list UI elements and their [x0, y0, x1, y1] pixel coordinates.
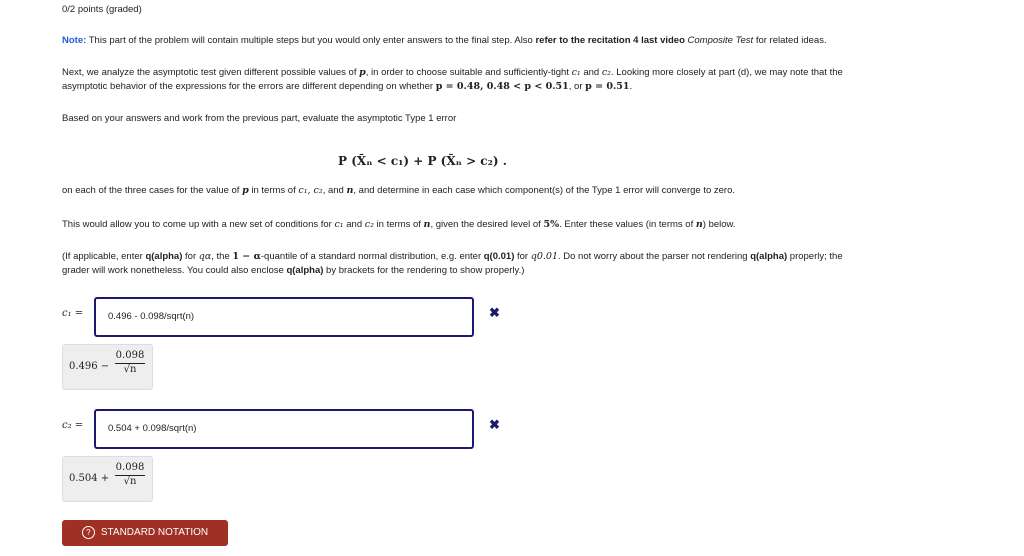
c2-input[interactable]: 0.504 + 0.098/sqrt(n) — [94, 409, 474, 449]
c2-preview: 0.504 + $\frac{0.098}{√n}$ — [62, 456, 153, 502]
c1-preview: 0.496 − $\frac{0.098}{√n}$ — [62, 344, 153, 390]
paragraph-5: (If applicable, enter q(alpha) for qα, the 1 − α-quantile of a standard normal distribution, e.g. enter q(0.01) for q0.01. Do not worry about the parser not rendering q(alpha) properly; the grader will work nonetheless. You could also enclose q(alpha) by brackets for the rendering to show properly.) — [62, 251, 843, 276]
paragraph-3: on each of the three cases for the value of p in terms of c₁, c₂, and n, and determine in each case which component(s) of the Type 1 error will converge to zero. — [62, 185, 735, 196]
incorrect-icon: ✖ — [489, 305, 500, 320]
paragraph-4: This would allow you to come up with a new set of conditions for c₁ and c₂ in terms of n, given the desired level of 5%. Enter these values (in terms of n) below. — [62, 219, 736, 230]
points-status: 0/2 points (graded) — [62, 4, 142, 15]
c2-label: c₂ = — [62, 420, 84, 431]
c1-input[interactable]: 0.496 - 0.098/sqrt(n) — [94, 297, 474, 337]
help-icon: ? — [82, 526, 95, 539]
c1-label: c₁ = — [62, 308, 84, 319]
standard-notation-button[interactable]: ? STANDARD NOTATION — [62, 520, 228, 546]
paragraph-1: Next, we analyze the asymptotic test given different possible values of p, in order to choose suitable and sufficiently-tight c₁ and c₂. Looking more closely at part (d), we may note that the asymptotic behavior of the expressions for the errors are different depending on whether p = 0.48, 0.48 < p < 0.51, or p = 0.51. — [62, 67, 843, 92]
type1-error-formula: P (X̄ₙ < c₁) + P (X̄ₙ > c₂) . — [338, 154, 507, 168]
incorrect-icon: ✖ — [489, 417, 500, 432]
note-text: Note: This part of the problem will contain multiple steps but you would only enter answers to the final step. Also refer to the recitation 4 last video Composite Test for related ideas. — [62, 35, 827, 46]
paragraph-2: Based on your answers and work from the previous part, evaluate the asymptotic Type 1 error — [62, 113, 457, 124]
